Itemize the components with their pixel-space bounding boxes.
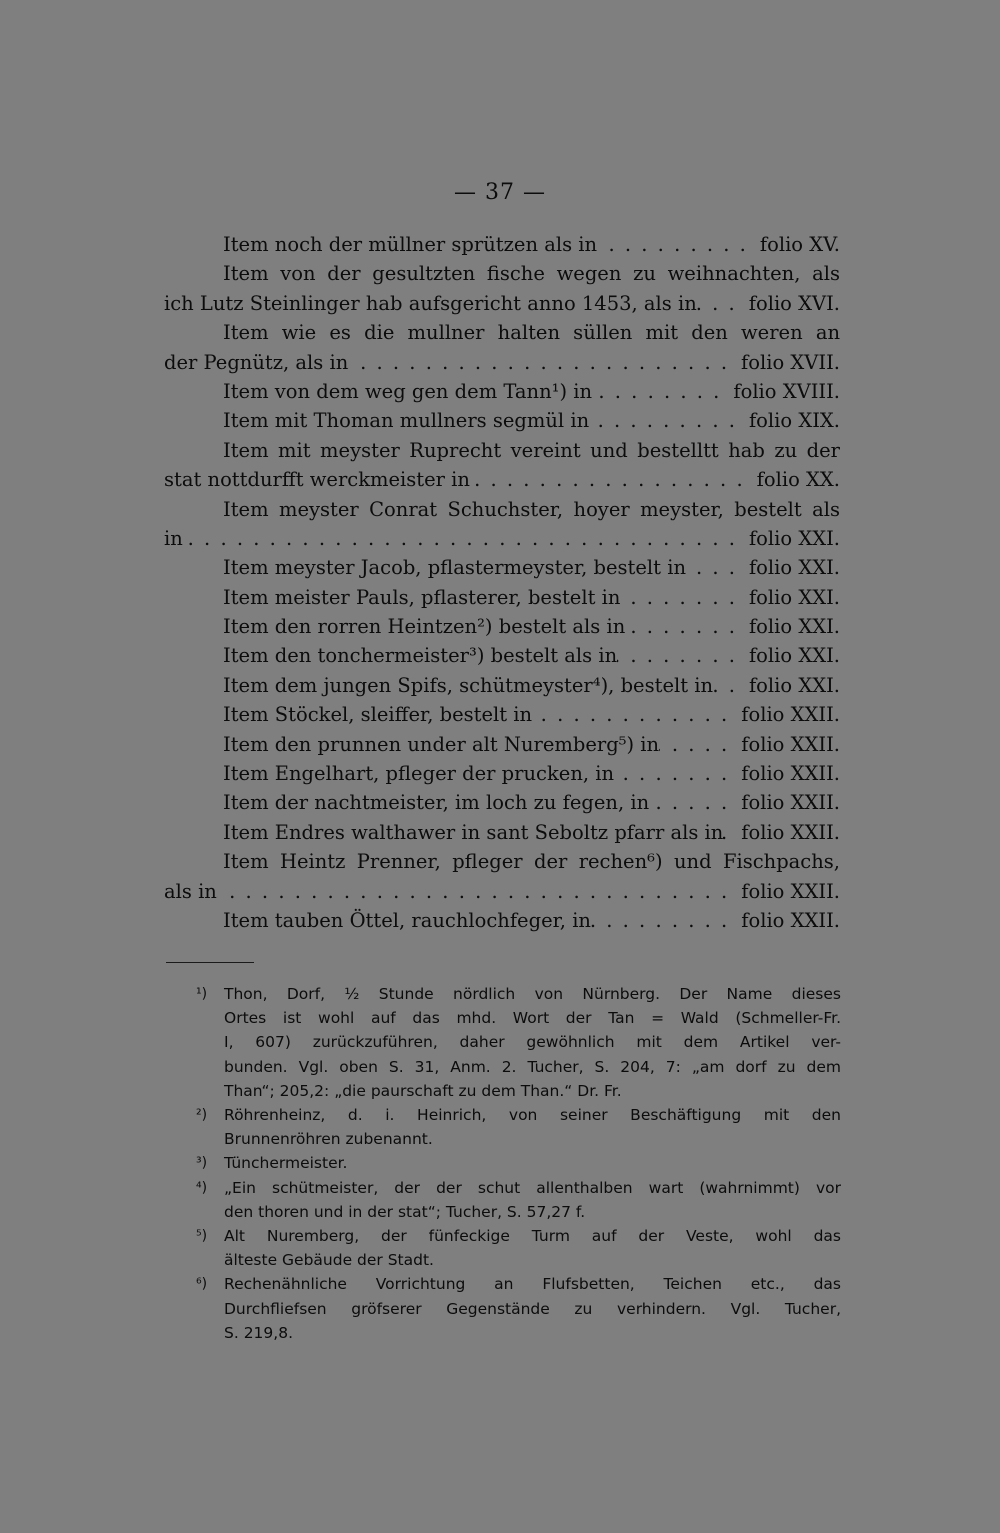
entry-text: Item der nachtmeister, im loch zu fegen, in	[223, 791, 650, 815]
folio-reference: folio XX.	[756, 468, 840, 492]
leader-dots	[591, 906, 735, 935]
footnote-line: Tünchermeister.	[224, 1154, 348, 1173]
entry-text: Item Heintz Prenner, pfleger der rechen⁶) und Fischpachs,	[223, 850, 840, 874]
leader-dots	[470, 465, 751, 494]
footnote-text	[224, 1103, 841, 1151]
entry-text: Item Endres walthawer in sant Seboltz pfarr als in	[223, 820, 724, 844]
folio-reference: folio XXII.	[741, 908, 840, 932]
entry-text: Item den prunnen under alt Nuremberg⁵) in	[223, 732, 660, 756]
entry-line	[164, 759, 840, 788]
footnote	[196, 1224, 841, 1272]
footnote-text	[224, 1151, 841, 1175]
footnote	[196, 982, 841, 1103]
footnote-text	[224, 982, 841, 1103]
footnote-text	[224, 1176, 841, 1224]
folio-reference: folio XV.	[759, 233, 840, 256]
entry-line	[164, 788, 840, 817]
leader-dots	[620, 583, 743, 612]
footnote-line: Brunnenröhren zubenannt.	[224, 1130, 433, 1149]
leader-dots	[686, 553, 743, 582]
leader-dots	[614, 759, 735, 788]
folio-reference: folio XXI.	[748, 615, 840, 639]
footnote-text	[224, 1224, 841, 1272]
entry-line	[164, 818, 840, 847]
leader-dots	[617, 641, 743, 670]
entry-line	[164, 318, 840, 347]
entry-text: Item meyster Jacob, pflastermeyster, bestelt in	[223, 556, 687, 580]
entry-line	[164, 906, 840, 935]
leader-dots	[723, 818, 735, 847]
leader-dots	[649, 788, 735, 817]
entry-text: Item den rorren Heintzen²) bestelt als in	[223, 615, 626, 639]
leader-dots	[697, 289, 743, 318]
footnote-line: I, 607) zurückzuführen, daher gewöhnlich mit dem Artikel ver-	[224, 1033, 841, 1052]
entry-text: Item Engelhart, pfleger der prucken, in	[223, 762, 615, 786]
entry-line	[164, 465, 840, 494]
leader-dots	[625, 612, 743, 641]
leader-dots	[597, 230, 754, 259]
footnote-line: Ortes ist wohl auf das mhd. Wort der Tan = Wald (Schmeller-Fr.	[224, 1009, 841, 1028]
folio-reference: folio XXII.	[741, 703, 840, 727]
footnote-text	[224, 1272, 841, 1345]
leader-dots	[589, 406, 743, 435]
entry-line	[164, 612, 840, 641]
entry-line	[164, 436, 840, 465]
entry-line	[164, 230, 840, 259]
folio-reference: folio XXI.	[748, 644, 840, 668]
footnote-mark: ⁵)	[196, 1228, 208, 1245]
page-number: — 37 —	[454, 180, 546, 205]
entry-line	[164, 877, 840, 906]
footnote-mark: ²)	[196, 1107, 208, 1124]
footnote-mark: ⁶)	[196, 1276, 208, 1293]
entry-text: als in	[164, 879, 217, 903]
entry-text: Item meister Pauls, pflasterer, bestelt in	[223, 585, 621, 609]
footnote	[196, 1103, 841, 1151]
folio-reference: folio XXI.	[748, 673, 840, 697]
entry-line	[164, 700, 840, 729]
footnote-line: „Ein schütmeister, der der schut allenthalben wart (wahrnimmt) vor	[224, 1178, 841, 1197]
entry-text: Item von dem weg gen dem Tann¹) in	[223, 379, 593, 403]
folio-reference: folio XXI.	[748, 556, 840, 580]
footnote-line: Alt Nuremberg, der fünfeckige Turm auf der Veste, wohl das	[224, 1227, 841, 1246]
footnote	[196, 1176, 841, 1224]
entry-line	[164, 259, 840, 288]
entry-line	[164, 289, 840, 318]
entry-text: Item noch der müllner sprützen als in	[223, 233, 598, 256]
footnote-line: Durchfliefsen gröfserer Gegenstände zu verhindern. Vgl. Tucher,	[224, 1299, 841, 1318]
entry-text: stat nottdurfft werckmeister in	[164, 468, 470, 492]
entry-text: in	[164, 526, 183, 550]
folio-reference: folio XVII.	[741, 350, 840, 374]
footnotes	[196, 982, 841, 1345]
leader-dots	[592, 377, 727, 406]
leader-dots	[713, 671, 743, 700]
footnote-line: S. 219,8.	[224, 1323, 293, 1342]
entry-line	[164, 641, 840, 670]
footnote-line: älteste Gebäude der Stadt.	[224, 1251, 434, 1270]
footnote-rule	[166, 962, 254, 963]
footnote-line: bunden. Vgl. oben S. 31, Anm. 2. Tucher, S. 204, 7: „am dorf zu dem	[224, 1057, 841, 1076]
folio-reference: folio XXI.	[748, 585, 840, 609]
entry-text: Item mit meyster Ruprecht vereint und bestelltt hab zu der	[223, 438, 840, 462]
entry-text: Item tauben Öttel, rauchlochfeger, in	[223, 908, 591, 932]
folio-reference: folio XXII.	[741, 732, 840, 756]
footnote-mark: ¹)	[196, 986, 208, 1002]
footnote-mark: ⁴)	[196, 1179, 208, 1196]
folio-reference: folio XXII.	[741, 791, 840, 815]
entry-text: Item Stöckel, sleiffer, bestelt in	[223, 703, 533, 727]
footnote-line: den thoren und in der stat“; Tucher, S. 57,27 f.	[224, 1202, 586, 1221]
footnote	[196, 1151, 841, 1175]
entry-line	[164, 730, 840, 759]
entry-text: Item meyster Conrat Schuchster, hoyer meyster, bestelt als	[223, 497, 840, 521]
leader-dots	[217, 877, 735, 906]
entry-line	[164, 348, 840, 377]
entry-text: Item den tonchermeister³) bestelt als in	[223, 644, 618, 668]
leader-dots	[183, 524, 743, 553]
folio-reference: folio XVI.	[748, 291, 840, 315]
leader-dots	[659, 730, 735, 759]
entry-line	[164, 553, 840, 582]
entry-line	[164, 495, 840, 524]
folio-reference: folio XXII.	[741, 762, 840, 786]
folio-reference: folio XXI.	[748, 526, 840, 550]
footnote	[196, 1272, 841, 1345]
entry-text: Item wie es die mullner halten süllen mit den weren an	[223, 321, 840, 345]
entry-text: Item mit Thoman mullners segmül in	[223, 409, 590, 433]
entry-line	[164, 847, 840, 876]
entry-text: Item von der gesultzten fische wegen zu weihnachten, als	[223, 262, 840, 286]
footnote-line: Röhrenheinz, d. i. Heinrich, von seiner Beschäftigung mit den	[224, 1106, 841, 1125]
folio-reference: folio XVIII.	[733, 379, 840, 403]
footnote-line: Thon, Dorf, ½ Stunde nördlich von Nürnberg. Der Name dieses	[224, 985, 841, 1003]
footnote-mark: ³)	[196, 1155, 208, 1172]
folio-reference: folio XXII.	[741, 879, 840, 903]
footnote-line: Than“; 205,2: „die paurschaft zu dem Than.“ Dr. Fr.	[224, 1081, 622, 1100]
entry-text: der Pegnütz, als in	[164, 350, 349, 374]
entry-line	[164, 524, 840, 553]
entry-line	[164, 671, 840, 700]
footnote-line: Rechenähnliche Vorrichtung an Flufsbetten, Teichen etc., das	[224, 1275, 841, 1294]
folio-reference: folio XXII.	[741, 820, 840, 844]
entry-text: Item dem jungen Spifs, schütmeyster⁴), bestelt in	[223, 673, 714, 697]
entry-line	[164, 583, 840, 612]
entry-text: ich Lutz Steinlinger hab aufsgericht anno 1453, als in	[164, 291, 697, 315]
entry-line	[164, 406, 840, 435]
entry-list	[164, 230, 840, 935]
leader-dots	[348, 348, 735, 377]
entry-line	[164, 377, 840, 406]
folio-reference: folio XIX.	[748, 409, 840, 433]
leader-dots	[532, 700, 735, 729]
